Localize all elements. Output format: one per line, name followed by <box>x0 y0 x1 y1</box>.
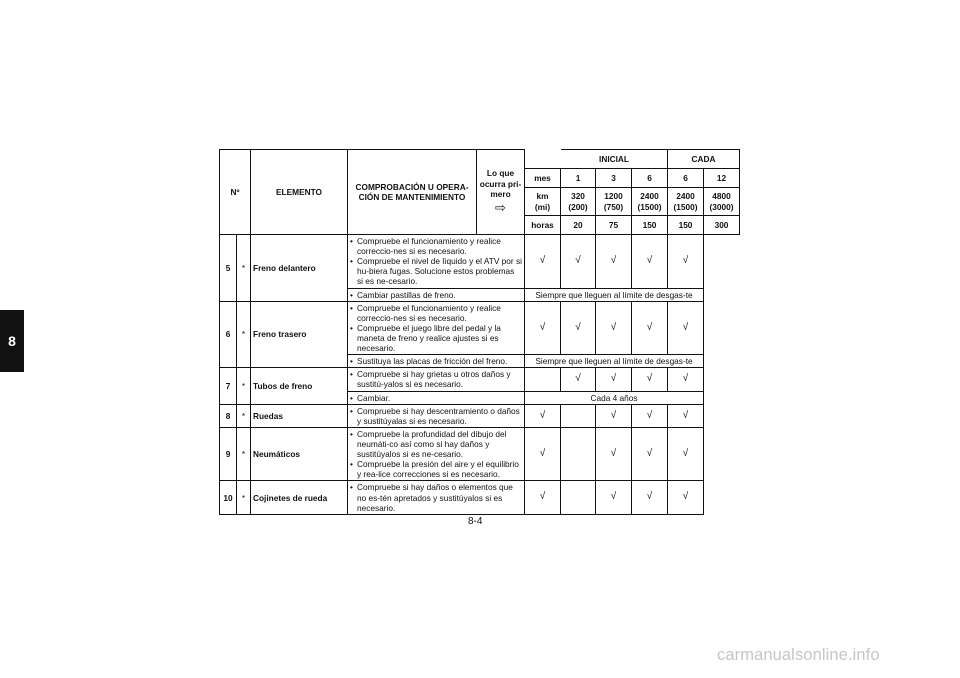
header-check: COMPROBACIÓN U OPERA-CIÓN DE MANTENIMIENTO <box>348 150 477 235</box>
empty-cell <box>561 427 596 481</box>
interval-value: 2400 (1500) <box>668 188 704 216</box>
interval-value: 6 <box>632 169 668 188</box>
item-number: 8 <box>220 404 237 427</box>
unit-label: horas <box>525 216 561 235</box>
interval-value: 1200 (750) <box>596 188 632 216</box>
header-first <box>477 150 525 235</box>
bullet-item: • Compruebe si hay descentramiento o daños y sustitúyalas si es necesario. <box>350 406 522 426</box>
check-description <box>348 355 525 368</box>
check-mark: √ <box>525 404 561 427</box>
bullet-item: • Compruebe la presión del aire y el equilibrio y rea-lice correcciones si es necesario. <box>350 459 522 479</box>
bullet-item: • Sustituya las placas de fricción del freno. <box>350 356 522 366</box>
check-mark: √ <box>525 427 561 481</box>
check-description <box>348 301 525 355</box>
check-mark: √ <box>668 368 704 391</box>
check-mark: √ <box>596 368 632 391</box>
bullet-item: • Compruebe si hay grietas u otros daños y sustitú-yalos si es necesario. <box>350 369 522 389</box>
table-row <box>220 427 740 481</box>
check-mark: √ <box>596 481 632 514</box>
item-number: 9 <box>220 427 237 481</box>
interval-value: 3 <box>596 169 632 188</box>
interval-value: 300 <box>704 216 740 235</box>
interval-value: 12 <box>704 169 740 188</box>
item-number: 6 <box>220 301 237 368</box>
check-mark: √ <box>525 235 561 289</box>
check-description <box>348 481 525 514</box>
check-description <box>348 404 525 427</box>
bullet-item: • Compruebe el funcionamiento y realice correccio-nes si es necesario. <box>350 236 522 256</box>
empty-cell <box>561 481 596 514</box>
interval-value: 2400 (1500) <box>632 188 668 216</box>
check-mark: √ <box>561 235 596 289</box>
interval-note: Siempre que lleguen al límite de desgas-te <box>525 355 704 368</box>
check-mark: √ <box>525 481 561 514</box>
maintenance-table <box>219 149 740 515</box>
item-element: Tubos de freno <box>251 368 348 404</box>
check-description <box>348 288 525 301</box>
watermark: carmanualsonline.info <box>717 646 880 664</box>
check-mark: √ <box>668 404 704 427</box>
interval-value: 4800 (3000) <box>704 188 740 216</box>
bullet-item: • Cambiar pastillas de freno. <box>350 290 522 300</box>
chapter-tab: 8 <box>0 310 24 372</box>
item-star: * <box>237 481 251 514</box>
check-mark: √ <box>632 427 668 481</box>
item-number: 7 <box>220 368 237 404</box>
item-star: * <box>237 235 251 302</box>
item-element: Neumáticos <box>251 427 348 481</box>
table-row <box>220 368 740 391</box>
check-mark: √ <box>632 235 668 289</box>
item-element: Cojinetes de rueda <box>251 481 348 514</box>
table-row <box>220 404 740 427</box>
check-mark: √ <box>668 481 704 514</box>
empty-cell <box>525 368 561 391</box>
interval-value: 6 <box>668 169 704 188</box>
item-element: Ruedas <box>251 404 348 427</box>
check-mark: √ <box>561 301 596 355</box>
check-mark: √ <box>596 301 632 355</box>
item-star: * <box>237 368 251 404</box>
check-mark: √ <box>596 404 632 427</box>
bullet-item: • Compruebe si hay daños o elementos que no es-tén apretados y sustitúyalos si es necesario. <box>350 482 522 512</box>
header-no: Nº <box>220 150 251 235</box>
check-mark: √ <box>668 235 704 289</box>
check-mark: √ <box>596 427 632 481</box>
item-number: 10 <box>220 481 237 514</box>
table-row <box>220 235 740 289</box>
check-mark: √ <box>632 481 668 514</box>
table-row <box>220 301 740 355</box>
interval-note: Cada 4 años <box>525 391 704 404</box>
bullet-item: • Cambiar. <box>350 393 522 403</box>
header-corner <box>525 150 561 169</box>
header-element: ELEMENTO <box>251 150 348 235</box>
bullet-item: • Compruebe la profundidad del dibujo del neumáti-co así como si hay daños y sustitúyalos si es ne-cesario. <box>350 429 522 459</box>
arrow-right-icon: ⇨ <box>495 199 506 215</box>
interval-value: 150 <box>668 216 704 235</box>
interval-value: 20 <box>561 216 596 235</box>
interval-value: 75 <box>596 216 632 235</box>
bullet-item: • Compruebe el juego libre del pedal y la maneta de freno y realice ajustes si es necesario. <box>350 323 522 353</box>
empty-cell <box>561 404 596 427</box>
check-description <box>348 235 525 289</box>
check-mark: √ <box>525 301 561 355</box>
check-mark: √ <box>668 301 704 355</box>
page-number: 8-4 <box>468 516 483 527</box>
interval-value: 320 (200) <box>561 188 596 216</box>
header-initial: INICIAL <box>561 150 668 169</box>
item-element: Freno trasero <box>251 301 348 368</box>
item-star: * <box>237 301 251 368</box>
unit-label: mes <box>525 169 561 188</box>
check-description <box>348 427 525 481</box>
check-mark: √ <box>561 368 596 391</box>
check-mark: √ <box>668 427 704 481</box>
check-mark: √ <box>596 235 632 289</box>
interval-value: 1 <box>561 169 596 188</box>
unit-label: km (mi) <box>525 188 561 216</box>
item-element: Freno delantero <box>251 235 348 302</box>
item-star: * <box>237 427 251 481</box>
check-mark: √ <box>632 368 668 391</box>
bullet-item: • Compruebe el nivel de líquido y el ATV por si hu-biera fugas. Solucione estos problemas si es ne-cesario. <box>350 256 522 286</box>
check-description <box>348 391 525 404</box>
table-row <box>220 481 740 514</box>
header-first-label: Lo que ocurra pri-mero <box>479 168 522 199</box>
check-description <box>348 368 525 391</box>
interval-value: 150 <box>632 216 668 235</box>
header-every: CADA <box>668 150 740 169</box>
bullet-item: • Compruebe el funcionamiento y realice correccio-nes si es necesario. <box>350 303 522 323</box>
item-number: 5 <box>220 235 237 302</box>
check-mark: √ <box>632 301 668 355</box>
item-star: * <box>237 404 251 427</box>
interval-note: Siempre que lleguen al límite de desgas-te <box>525 288 704 301</box>
check-mark: √ <box>632 404 668 427</box>
